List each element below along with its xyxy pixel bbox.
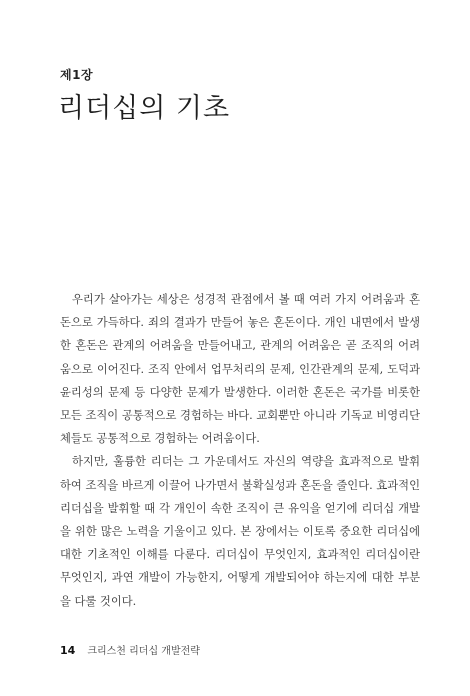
page-footer: [60, 642, 200, 657]
page-number: 14: [60, 644, 76, 657]
body-text: [60, 288, 420, 613]
running-title: 크리스천 리더십 개발전략: [87, 646, 200, 657]
chapter-title: 리더십의 기초: [58, 93, 231, 124]
body-paragraph: 하지만, 훌륭한 리더는 그 가운데서도 자신의 역량을 효과적으로 발휘하여 조직을 바르게 이끌어 나가면서 불확실성과 혼돈을 줄인다. 효과적인 리더십을 발휘할 때 각 개인이 속한 조직이 큰 유익을 얻기에 리더십 개발을 위한 많은 노력을 기울이고 있다. 본 장에서는 이토록 중요한 리더십에 대한 기초적인 이해를 다룬다. 리더십이 무엇인지, 효과적인 리더십이란 무엇인지, 과연 개발이 가능한지, 어떻게 개발되어야 하는지에 대한 부분을 다룰 것이다.: [60, 455, 420, 608]
body-paragraph: 우리가 살아가는 세상은 성경적 관점에서 볼 때 여러 가지 어려움과 혼돈으로 가득하다. 죄의 결과가 만들어 놓은 혼돈이다. 개인 내면에서 발생한 혼돈은 관계의 어려움을 만들어내고, 관계의 어려움은 곧 조직의 어려움으로 이어진다. 조직 안에서 업무처리의 문제, 인간관계의 문제, 도덕과 윤리성의 문제 등 다양한 문제가 발생한다. 이러한 혼돈은 국가를 비롯한 모든 조직이 공통적으로 경험하는 바다. 교회뿐만 아니라 기독교 비영리단체들도 공통적으로 경험하는 어려움이다.: [60, 293, 420, 446]
chapter-label: 제1장: [60, 68, 94, 82]
